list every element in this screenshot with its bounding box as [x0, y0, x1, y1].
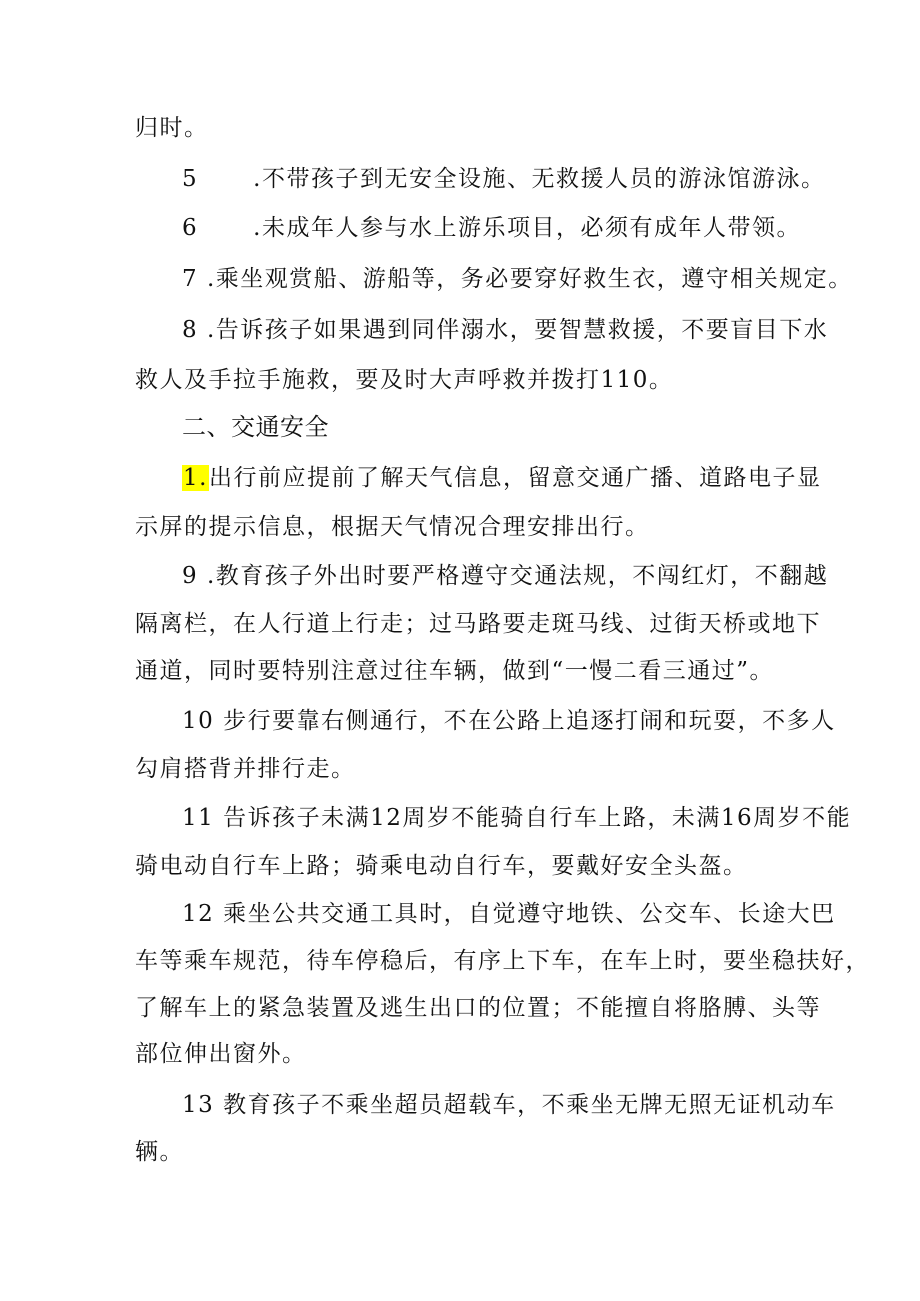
- paragraph-line: [0, 609, 920, 639]
- list-item-1: [0, 463, 920, 493]
- list-text: 9 .教育孩子外出时要严格遵守交通法规，不闯红灯，不翻越: [182, 563, 829, 589]
- paragraph-line: [0, 946, 920, 976]
- list-item-7: [0, 264, 920, 294]
- list-text: 7 .乘坐观赏船、游船等，务必要穿好救生衣，遵守相关规定。: [182, 266, 853, 292]
- heading-text: 二、交通安全: [182, 413, 329, 441]
- text-fragment: 救人及手拉手施救，要及时大声呼救并拨打110。: [135, 367, 674, 393]
- list-item-5: [0, 164, 920, 194]
- paragraph-line: [0, 656, 920, 686]
- list-item-9: [0, 561, 920, 591]
- highlighted-number: 1.: [183, 465, 208, 491]
- text-fragment: 辆。: [135, 1139, 184, 1165]
- text-fragment: 勾肩搭背并排行走。: [135, 756, 356, 782]
- text-fragment: 车等乘车规范，待车停稳后，有序上下车，在车上时，要坐稳扶好，: [135, 948, 870, 974]
- list-item-11: [0, 803, 920, 833]
- list-text: .不带孩子到无安全设施、无救援人员的游泳馆游泳。: [253, 166, 826, 192]
- paragraph-line: [0, 512, 920, 542]
- text-fragment: 归时。: [135, 115, 209, 141]
- text-fragment: 骑电动自行车上路；骑乘电动自行车，要戴好安全头盔。: [135, 853, 748, 879]
- section-heading: [0, 412, 920, 442]
- paragraph-line: [0, 365, 920, 395]
- paragraph-line: [0, 851, 920, 881]
- paragraph-line: [0, 113, 920, 143]
- text-fragment: 示屏的提示信息，根据天气情况合理安排出行。: [135, 514, 650, 540]
- list-text: 11 告诉孩子未满12周岁不能骑自行车上路，未满16周岁不能: [182, 805, 852, 831]
- list-item-12: [0, 899, 920, 929]
- list-text: 出行前应提前了解天气信息，留意交通广播、道路电子显: [208, 465, 822, 491]
- list-text: .未成年人参与水上游乐项目，必须有成年人带领。: [253, 215, 801, 241]
- list-text: 8 .告诉孩子如果遇到同伴溺水，要智慧救援，不要盲目下水: [182, 317, 829, 343]
- list-item-8: [0, 315, 920, 345]
- text-fragment: 通道，同时要特别注意过往车辆，做到“一慢二看三通过”。: [135, 658, 775, 684]
- text-fragment: 部位伸出窗外。: [135, 1041, 307, 1067]
- list-item-10: [0, 706, 920, 736]
- list-text: 12 乘坐公共交通工具时，自觉遵守地铁、公交车、长途大巴: [182, 901, 836, 927]
- paragraph-line: [0, 754, 920, 784]
- paragraph-line: [0, 1137, 920, 1167]
- list-item-6: [0, 213, 920, 243]
- paragraph-line: [0, 993, 920, 1023]
- list-number: 6: [182, 215, 199, 241]
- list-text: 13 教育孩子不乘坐超员超载车，不乘坐无牌无照无证机动车: [182, 1092, 836, 1118]
- text-fragment: 隔离栏，在人行道上行走；过马路要走斑马线、过街天桥或地下: [135, 611, 821, 637]
- list-text: 10 步行要靠右侧通行，不在公路上追逐打闹和玩耍，不多人: [182, 708, 836, 734]
- list-number: 5: [182, 166, 199, 192]
- list-item-13: [0, 1090, 920, 1120]
- text-fragment: 了解车上的紧急装置及逃生出口的位置；不能擅自将胳膊、头等: [135, 995, 821, 1021]
- paragraph-line: [0, 1039, 920, 1069]
